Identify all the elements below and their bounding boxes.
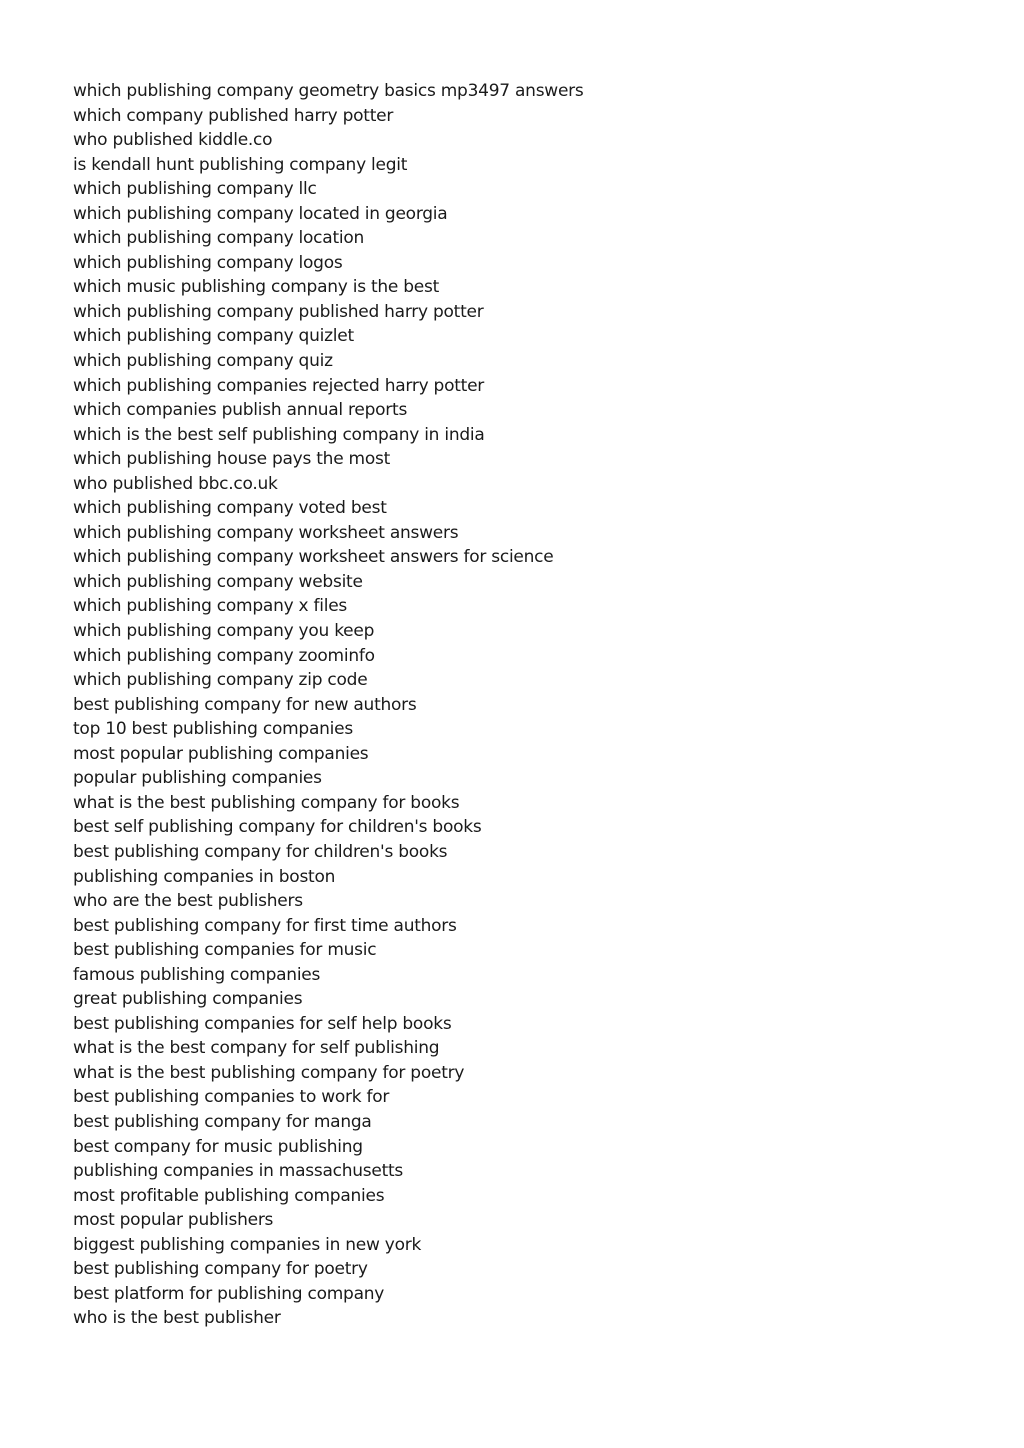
list-item: is kendall hunt publishing company legit bbox=[73, 154, 408, 175]
list-item: who published bbc.co.uk bbox=[73, 473, 278, 494]
list-item: what is the best publishing company for books bbox=[73, 792, 460, 813]
list-item: who published kiddle.co bbox=[73, 130, 273, 151]
list-item: famous publishing companies bbox=[73, 964, 321, 985]
list-item: most popular publishing companies bbox=[73, 743, 369, 764]
list-item: which publishing company zoominfo bbox=[73, 645, 375, 666]
list-item: best publishing company for poetry bbox=[73, 1259, 368, 1280]
list-item: which publishing company llc bbox=[73, 179, 317, 200]
list-item: great publishing companies bbox=[73, 989, 303, 1010]
list-item: which publishing companies rejected harry potter bbox=[73, 375, 485, 396]
list-item: what is the best publishing company for poetry bbox=[73, 1062, 465, 1083]
list-item: best publishing companies for music bbox=[73, 940, 377, 961]
list-item: which publishing company quiz bbox=[73, 351, 333, 372]
list-item: most popular publishers bbox=[73, 1210, 274, 1231]
list-item: top 10 best publishing companies bbox=[73, 719, 353, 740]
list-item: what is the best company for self publishing bbox=[73, 1038, 440, 1059]
list-item: best company for music publishing bbox=[73, 1136, 363, 1157]
list-item: which publishing company published harry potter bbox=[73, 301, 484, 322]
list-item: best publishing company for children's books bbox=[73, 841, 448, 862]
list-item: which music publishing company is the best bbox=[73, 277, 440, 298]
list-item: which publishing company zip code bbox=[73, 670, 368, 691]
keyword-list bbox=[73, 79, 584, 1331]
list-item: popular publishing companies bbox=[73, 768, 322, 789]
list-item: which publishing company logos bbox=[73, 252, 343, 273]
list-item: best publishing company for first time authors bbox=[73, 915, 457, 936]
list-item: best self publishing company for children's books bbox=[73, 817, 482, 838]
list-item: biggest publishing companies in new york bbox=[73, 1234, 422, 1255]
list-item: which company published harry potter bbox=[73, 105, 394, 126]
list-item: which companies publish annual reports bbox=[73, 400, 408, 421]
list-item: best publishing company for new authors bbox=[73, 694, 417, 715]
list-item: which publishing company voted best bbox=[73, 498, 387, 519]
list-item: which publishing company worksheet answers for science bbox=[73, 547, 554, 568]
list-item: who is the best publisher bbox=[73, 1308, 281, 1329]
list-item: which publishing company quizlet bbox=[73, 326, 354, 347]
list-item: which publishing company geometry basics mp3497 answers bbox=[73, 81, 584, 101]
list-item: which is the best self publishing company in india bbox=[73, 424, 485, 445]
list-item: publishing companies in boston bbox=[73, 866, 336, 887]
list-item: which publishing company x files bbox=[73, 596, 348, 617]
list-item: publishing companies in massachusetts bbox=[73, 1161, 404, 1182]
list-item: which publishing company worksheet answers bbox=[73, 522, 459, 543]
list-item: best platform for publishing company bbox=[73, 1283, 385, 1304]
list-item: who are the best publishers bbox=[73, 891, 303, 912]
list-item: best publishing companies for self help books bbox=[73, 1013, 452, 1034]
list-item: best publishing company for manga bbox=[73, 1111, 372, 1132]
list-item: which publishing company located in georgia bbox=[73, 203, 448, 224]
list-item: most profitable publishing companies bbox=[73, 1185, 385, 1206]
list-item: which publishing company location bbox=[73, 228, 365, 249]
list-item: which publishing company you keep bbox=[73, 621, 375, 642]
list-item: best publishing companies to work for bbox=[73, 1087, 390, 1108]
list-item: which publishing company website bbox=[73, 571, 363, 592]
list-item: which publishing house pays the most bbox=[73, 449, 391, 470]
